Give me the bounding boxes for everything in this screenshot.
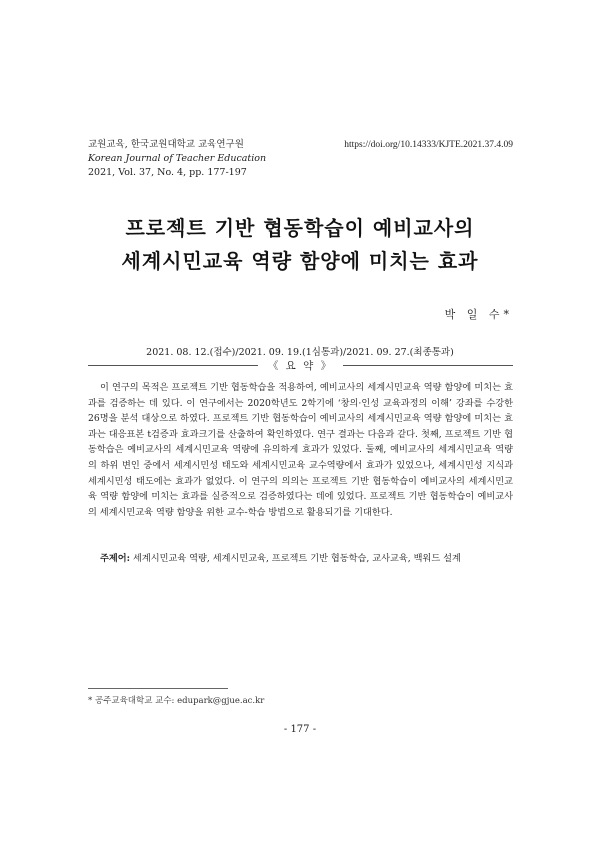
doi-link[interactable]: https://doi.org/10.14333/KJTE.2021.37.4.09 [344,140,513,150]
volume-info: 2021, Vol. 37, No. 4, pp. 177-197 [88,167,247,178]
abstract-heading: 《 요 약 》 [267,360,334,372]
divider-line-right [343,365,513,366]
paper-title [0,212,600,278]
author-name: 박 일 수* [444,308,513,321]
abstract-divider [88,357,513,373]
review-dates: 2021. 08. 12.(접수)/2021. 09. 19.(1심통과)/2021. 09. 27.(최종통과) [146,347,454,358]
keywords-text: 세계시민교육 역량, 세계시민교육, 프로젝트 기반 협동학습, 교사교육, 백워드 설계 [132,553,461,564]
keywords [100,550,461,564]
footnote-rule [88,688,228,689]
abstract-body: 이 연구의 목적은 프로젝트 기반 협동학습을 적용하여, 예비교사의 세계시민교육 역량 함양에 미치는 효과를 검증하는 데 있다. 이 연구에서는 2020학년도 2학기에 ‘창의·인성 교육과정의 이해’ 강좌를 수강한 26명을 분석 대상으로 하였다. 프로젝트 기반 협동학습이 예비교사의 세계시민교육 역량 함양에 미치는 효과는 대응표본 t검증과 효과크기를 산출하여 확인하였다. 연구 결과는 다음과 같다. 첫째, 프로젝트 기반 협동학습은 예비교사의 세계시민교육 역량에 유의하게 효과가 있었다. 둘째, 예비교사의 세계시민교육 역량의 하위 변인 중에서 세계시민성 태도와 세계시민교육 교수역량에서 효과가 있었으나, 세계시민성 지식과 세계시민성 태도에는 효과가 없었다. 이 연구의 의의는 프로젝트 기반 협동학습이 예비교사의 세계시민교육 역량 함양에 미치는 효과를 실증적으로 검증하였다는 데에 있었다. 프로젝트 기반 협동학습이 예비교사의 세계시민교육 역량 함양을 위한 교수-학습 방법으로 활용되기를 기대한다. [88,382,513,518]
journal-name-en: Korean Journal of Teacher Education [88,153,267,164]
page-number: - 177 - [283,724,317,735]
keywords-label: 주제어: [100,553,131,564]
title-line-1: 프로젝트 기반 협동학습이 예비교사의 [125,216,475,240]
publisher-line: 교원교육, 한국교원대학교 교육연구원 [88,139,244,150]
title-line-2: 세계시민교육 역량 함양에 미치는 효과 [121,249,479,273]
author-footnote: * 공주교육대학교 교수: edupark@gjue.ac.kr [88,696,265,706]
journal-header [88,138,266,180]
